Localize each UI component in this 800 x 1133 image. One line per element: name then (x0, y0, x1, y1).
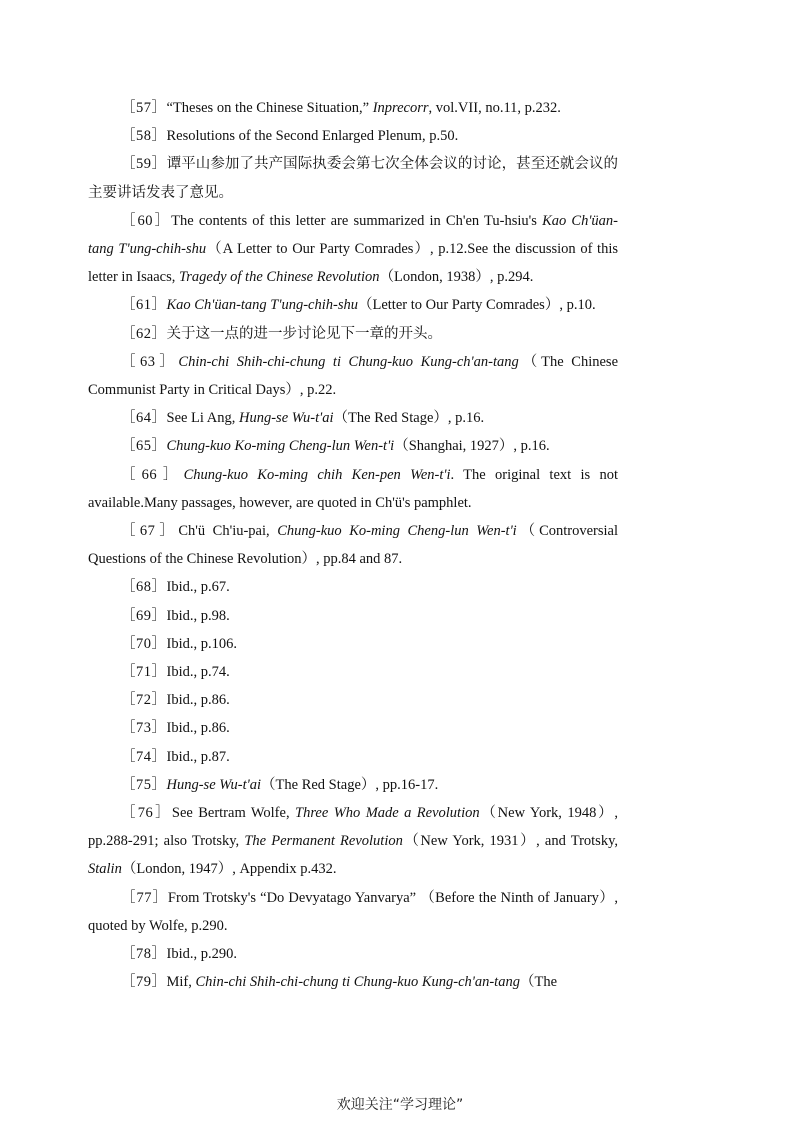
footnote-number: ［71］ (121, 664, 167, 681)
footnote-number: ［72］ (121, 692, 167, 709)
footnote-text: , vol.VII, no.11, p.232. (428, 100, 561, 116)
footnote (88, 150, 618, 206)
page-footer: 欢迎关注“学习理论” (336, 1097, 464, 1113)
footnote-number: ［62］ (121, 325, 167, 342)
footnote-text: （London, 1938）, p.294. (379, 269, 534, 286)
footnote-text: （The (519, 974, 558, 991)
footnote (88, 517, 618, 573)
footnote (88, 207, 618, 292)
footnote-number: ［59］ (121, 156, 167, 173)
footnote-number: ［60］ (121, 212, 172, 229)
footnote (88, 714, 618, 742)
footnote-title: Hung-se Wu-t'ai (166, 776, 262, 793)
footnote-number: ［57］ (121, 100, 167, 116)
footnote-text: Ibid., p.87. (166, 748, 230, 765)
footnote-number: ［74］ (121, 748, 167, 765)
footnote-number: ［69］ (121, 607, 167, 624)
footnote-text: （The Red Stage）, p.16. (333, 410, 485, 427)
footnote-title: Kao Ch'üan-tang T'ung-chih-shu (88, 212, 618, 258)
footnote (88, 122, 618, 150)
footnote-number: ［61］ (121, 297, 167, 314)
footnote-title: Hung-se Wu-t'ai (239, 410, 334, 427)
footnote-number: ［66］ (121, 466, 184, 483)
footnote (88, 432, 618, 460)
footnote (88, 630, 618, 658)
footnote-number: ［65］ (121, 438, 167, 455)
footnote (88, 771, 618, 799)
footnote (88, 658, 618, 686)
footnote (88, 743, 618, 771)
footnote (88, 602, 618, 630)
footnote-number: ［68］ (121, 579, 167, 596)
footnote (88, 291, 618, 319)
footnote (88, 968, 618, 996)
footnote-text: Ch'ü Ch'iu-pai, (178, 523, 278, 540)
footnote-text: Ibid., p.290. (166, 946, 237, 963)
footnote-text: 关于这一点的进一步讨论见下一章的开头。 (166, 325, 442, 342)
footnote-text: Ibid., p.106. (166, 635, 237, 652)
footnote-text: （A Letter to Our Party Comrades）, p.12.See the discussion of this letter in Isaacs, (88, 241, 618, 286)
footnote-text: （The Red Stage）, pp.16-17. (261, 776, 439, 793)
footnote (88, 884, 618, 940)
footnote-title: Kao Ch'üan-tang T'ung-chih-shu (166, 297, 358, 314)
footnote-number: ［77］ (121, 889, 168, 906)
footnote-list (88, 94, 618, 997)
footnote-text: The contents of this letter are summarized in Ch'en Tu-hsiu's (171, 212, 543, 229)
footnote (88, 404, 618, 432)
footnote-title: Chin-chi Shih-chi-chung ti Chung-kuo Kung-ch'an-tang (195, 974, 520, 991)
footnote-text: （New York, 1931）, and Trotsky, (402, 833, 619, 850)
footnote-text: Mif, (166, 974, 196, 991)
footnote-text: （London, 1947）, Appendix p.432. (121, 861, 337, 878)
footnote-title: Inprecorr (372, 100, 429, 116)
footnote-title: Three Who Made a Revolution (295, 805, 480, 822)
footnote-text: （Controversial Questions of the Chinese Revolution）, pp.84 and 87. (88, 523, 619, 568)
footnote-title: Chung-kuo Ko-ming Cheng-lun Wen-t'i (277, 523, 517, 540)
footnote-title: Chung-kuo Ko-ming Cheng-lun Wen-t'i (166, 438, 395, 455)
footnote-text: （Letter to Our Party Comrades）, p.10. (357, 297, 596, 314)
footnote-text: . The original text is not available.Many passages, however, are quoted in Ch'ü's pamphlet. (88, 466, 618, 511)
footnote-text: Ibid., p.74. (166, 664, 230, 681)
footnote-text: （The Chinese Communist Party in Critical Days）, p.22. (88, 353, 619, 399)
footnote (88, 799, 618, 884)
footnote-text: From Trotsky's “Do Devyatago Yanvarya” （Before the Ninth of January）, quoted by Wolfe, p.290. (88, 889, 618, 934)
footnote-number: ［79］ (121, 974, 167, 991)
footnote-text: （Shanghai, 1927）, p.16. (394, 438, 550, 455)
footnote-text: See Bertram Wolfe, (171, 805, 295, 822)
footnote-title: Chin-chi Shih-chi-chung ti Chung-kuo Kung-ch'an-tang (178, 353, 519, 370)
footnote-number: ［67］ (121, 523, 179, 540)
footnote-text: Ibid., p.86. (166, 720, 230, 737)
footnote-text: 谭平山参加了共产国际执委会第七次全体会议的讨论，甚至还就会议的主要讲话发表了意见。 (88, 156, 619, 201)
footnote-number: ［63］ (121, 353, 179, 370)
footnote-text: See Li Ang, (166, 410, 239, 427)
footnote (88, 94, 618, 122)
footnote-title: Stalin (88, 861, 122, 878)
footnote-number: ［78］ (121, 946, 167, 963)
footnote (88, 461, 618, 517)
footnote-number: ［64］ (121, 410, 167, 427)
footnote-title: Chung-kuo Ko-ming chih Ken-pen Wen-t'i (183, 466, 451, 483)
footnote (88, 940, 618, 968)
footnote-number: ［70］ (121, 635, 167, 652)
footnote-text: Ibid., p.86. (166, 692, 230, 709)
footnote-text: Ibid., p.98. (166, 607, 230, 624)
footnote-number: ［58］ (121, 128, 167, 145)
footnote (88, 320, 618, 348)
footnote-number: ［76］ (121, 805, 172, 822)
footnote (88, 573, 618, 601)
footnote-text: Resolutions of the Second Enlarged Plenum, p.50. (166, 128, 459, 145)
footnote-text: （New York, 1948）, pp.288-291; also Trotsky, (88, 805, 619, 850)
footnote-title: Tragedy of the Chinese Revolution (179, 269, 380, 286)
footnote-number: ［73］ (121, 720, 167, 737)
footnote (88, 348, 618, 404)
footnote (88, 686, 618, 714)
footnote-text: “Theses on the Chinese Situation,” (166, 100, 373, 116)
footnote-text: Ibid., p.67. (166, 579, 230, 596)
footnote-title: The Permanent Revolution (244, 833, 403, 850)
footnote-number: ［75］ (121, 776, 167, 793)
